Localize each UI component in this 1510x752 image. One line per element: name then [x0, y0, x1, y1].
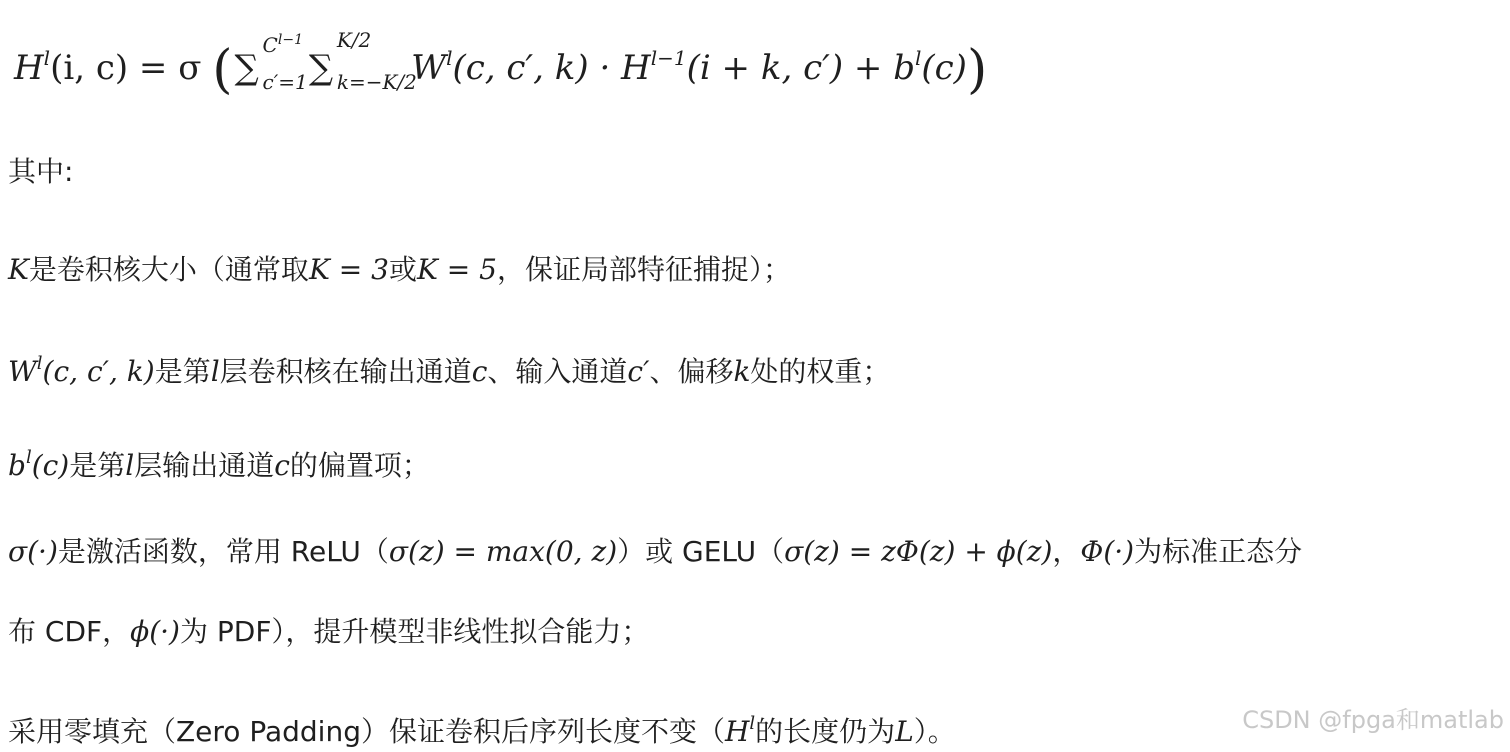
k-def-text-1: 是卷积核大小（通常取: [28, 253, 309, 286]
sum1-upper-sup: l−1: [277, 32, 303, 48]
where-text: 其中:: [8, 155, 74, 188]
activation-line-2: [8, 612, 649, 652]
w-def-c: c: [471, 355, 488, 388]
formula-w-args: (c, c′, k) · H: [452, 48, 651, 88]
activation-line-1: [8, 532, 1302, 572]
b-def-c: c: [274, 449, 290, 482]
formula-w-sup: l: [446, 46, 453, 70]
b-def-l: l: [125, 449, 135, 482]
w-args: (c, c′, k): [42, 355, 155, 388]
w-definition-line: [8, 344, 890, 392]
w-sup: l: [36, 353, 43, 374]
formula-open-paren: (: [212, 40, 233, 100]
w-def-k: k: [733, 355, 751, 388]
k-eq-3: K = 3: [308, 253, 389, 286]
relu-formula: σ(z) = max(0, z): [388, 535, 618, 568]
k-definition-line: [8, 250, 791, 290]
b-args: (c): [31, 449, 70, 482]
where-line: [8, 152, 73, 192]
gelu-formula: σ(z) = zΦ(z) + ϕ(z): [784, 535, 1053, 568]
formula-h-args: (i + k, c′) + b: [686, 48, 915, 88]
formula-h-sup: l−1: [650, 46, 687, 70]
pad-text-2: 的长度仍为: [755, 715, 896, 748]
sum2-lower: k=−K/2: [336, 70, 417, 94]
act2-text-1: 布 CDF，: [8, 615, 131, 648]
padding-line: [8, 704, 956, 752]
pad-l-symbol: L: [895, 715, 914, 748]
formula-lhs-sup: l: [43, 46, 51, 70]
formula-b-sup: l: [914, 46, 922, 70]
act-text-3: ，: [1052, 535, 1081, 568]
pad-h-sup: l: [749, 713, 756, 734]
sigma-symbol: σ(·): [8, 535, 58, 568]
formula-sum-1: ∑ $C^{l-1}$ c′=1: [235, 28, 259, 108]
sum1-lower: c′=1: [262, 70, 308, 94]
w-def-text-1: 是第: [154, 355, 211, 388]
act2-text-2: 为 PDF），提升模型非线性拟合能力；: [179, 615, 650, 648]
w-def-text-5: 处的权重；: [750, 355, 891, 388]
formula-sum-2: ∑ K/2 k=−K/2: [309, 28, 333, 108]
k-symbol: K: [8, 253, 29, 286]
phi-cdf-symbol: Φ(·): [1080, 535, 1135, 568]
w-def-text-4: 、偏移: [649, 355, 734, 388]
k-def-text-3: ，保证局部特征捕捉）；: [496, 253, 791, 286]
b-def-text-2: 层输出通道: [134, 449, 275, 482]
formula-lhs: H: [14, 48, 44, 88]
act-text-1: 是激活函数，常用 ReLU（: [57, 535, 389, 568]
k-def-text-2: 或: [388, 253, 417, 286]
b-sup: l: [25, 447, 32, 468]
w-def-l: l: [210, 355, 220, 388]
formula-b-args: (c): [921, 48, 967, 88]
pad-h-symbol: H: [724, 715, 750, 748]
sum2-upper: K/2: [336, 28, 372, 52]
csdn-watermark: CSDN @fpga和matlab: [1242, 706, 1504, 734]
w-symbol: W: [8, 355, 37, 388]
k-eq-5: K = 5: [416, 253, 497, 286]
formula-w: W: [411, 48, 447, 88]
sum1-upper: C: [262, 33, 278, 57]
b-def-text-3: 的偏置项；: [289, 449, 430, 482]
b-symbol: b: [8, 449, 26, 482]
b-definition-line: [8, 438, 430, 486]
w-def-c-prime: c′: [627, 355, 650, 388]
b-def-text-1: 是第: [69, 449, 126, 482]
act-text-4: 为标准正态分: [1134, 535, 1303, 568]
pad-text-3: ）。: [913, 715, 956, 748]
formula-lhs-args: (i, c) = σ: [50, 48, 202, 88]
pad-text-1: 采用零填充（Zero Padding）保证卷积后序列长度不变（: [8, 715, 725, 748]
phi-pdf-symbol: ϕ(·): [130, 615, 180, 648]
w-def-text-3: 、输入通道: [487, 355, 628, 388]
act-text-2: ）或 GELU（: [617, 535, 785, 568]
w-def-text-2: 层卷积核在输出通道: [219, 355, 472, 388]
formula-close-paren: ): [966, 40, 988, 100]
conv-formula: [14, 18, 987, 104]
